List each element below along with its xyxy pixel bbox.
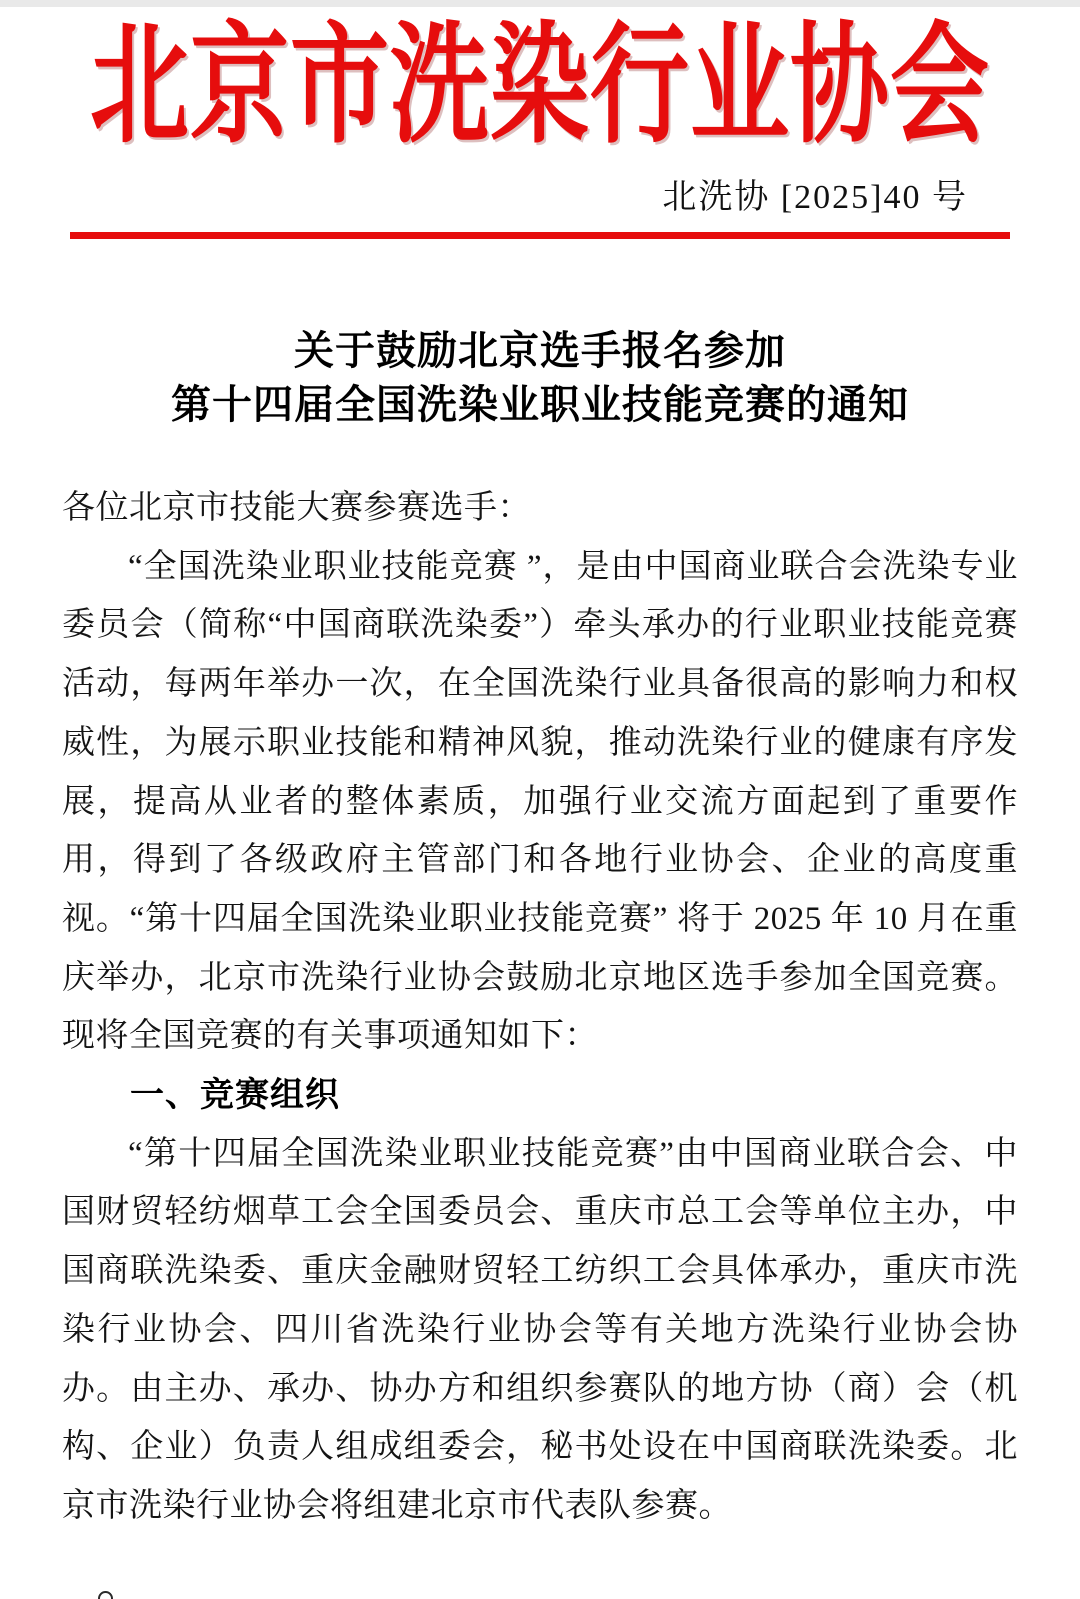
document-number: 北洗协 [2025]40 号 bbox=[662, 179, 968, 216]
window-edge-strip bbox=[0, 0, 1080, 7]
document-body bbox=[62, 479, 1018, 1536]
section-heading-1: 一、竞赛组织 bbox=[130, 1076, 340, 1115]
red-divider-rule bbox=[70, 232, 1010, 239]
clipped-next-line-fragment bbox=[98, 1591, 113, 1599]
paragraph-1: “全国洗染业职业技能竞赛 ”，是由中国商业联合会洗染专业委员会（简称“中国商联洗染委”）牵头承办的行业职业技能竞赛活动，每两年举办一次，在全国洗染行业具备很高的影响力和权威性，为展示职业技能和精神风貌，推动洗染行业的健康有序发展，提高从业者的整体素质，加强行业交流方面起到了重要作用，得到了各级政府主管部门和各地行业协会、企业的高度重视。“第十四届全国洗染业职业技能竞赛” 将于 2025 年 10 月在重庆举办，北京市洗染行业协会鼓励北京地区选手参加全国竞赛。现将全国竞赛的有关事项通知如下： bbox=[62, 548, 1018, 1055]
salutation: 各位北京市技能大赛参赛选手： bbox=[62, 490, 531, 526]
notice-title-line1: 关于鼓励北京选手报名参加 bbox=[294, 328, 786, 373]
org-letterhead-title: 北京市洗染行业协会 bbox=[90, 15, 990, 160]
notice-title-line2: 第十四届全国洗染业职业技能竞赛的通知 bbox=[171, 382, 909, 427]
paragraph-2: “第十四届全国洗染业职业技能竞赛”由中国商业联合会、中国财贸轻纺烟草工会全国委员会、重庆市总工会等单位主办，中国商联洗染委、重庆金融财贸轻工纺织工会具体承办，重庆市洗染行业协会、四川省洗染行业协会等有关地方洗染行业协会协办。由主办、承办、协办方和组织参赛队的地方协（商）会（机构、企业）负责人组成组委会，秘书处设在中国商联洗染委。北京市洗染行业协会将组建北京市代表队参赛。 bbox=[62, 1135, 1018, 1524]
notice-title bbox=[0, 324, 1080, 432]
